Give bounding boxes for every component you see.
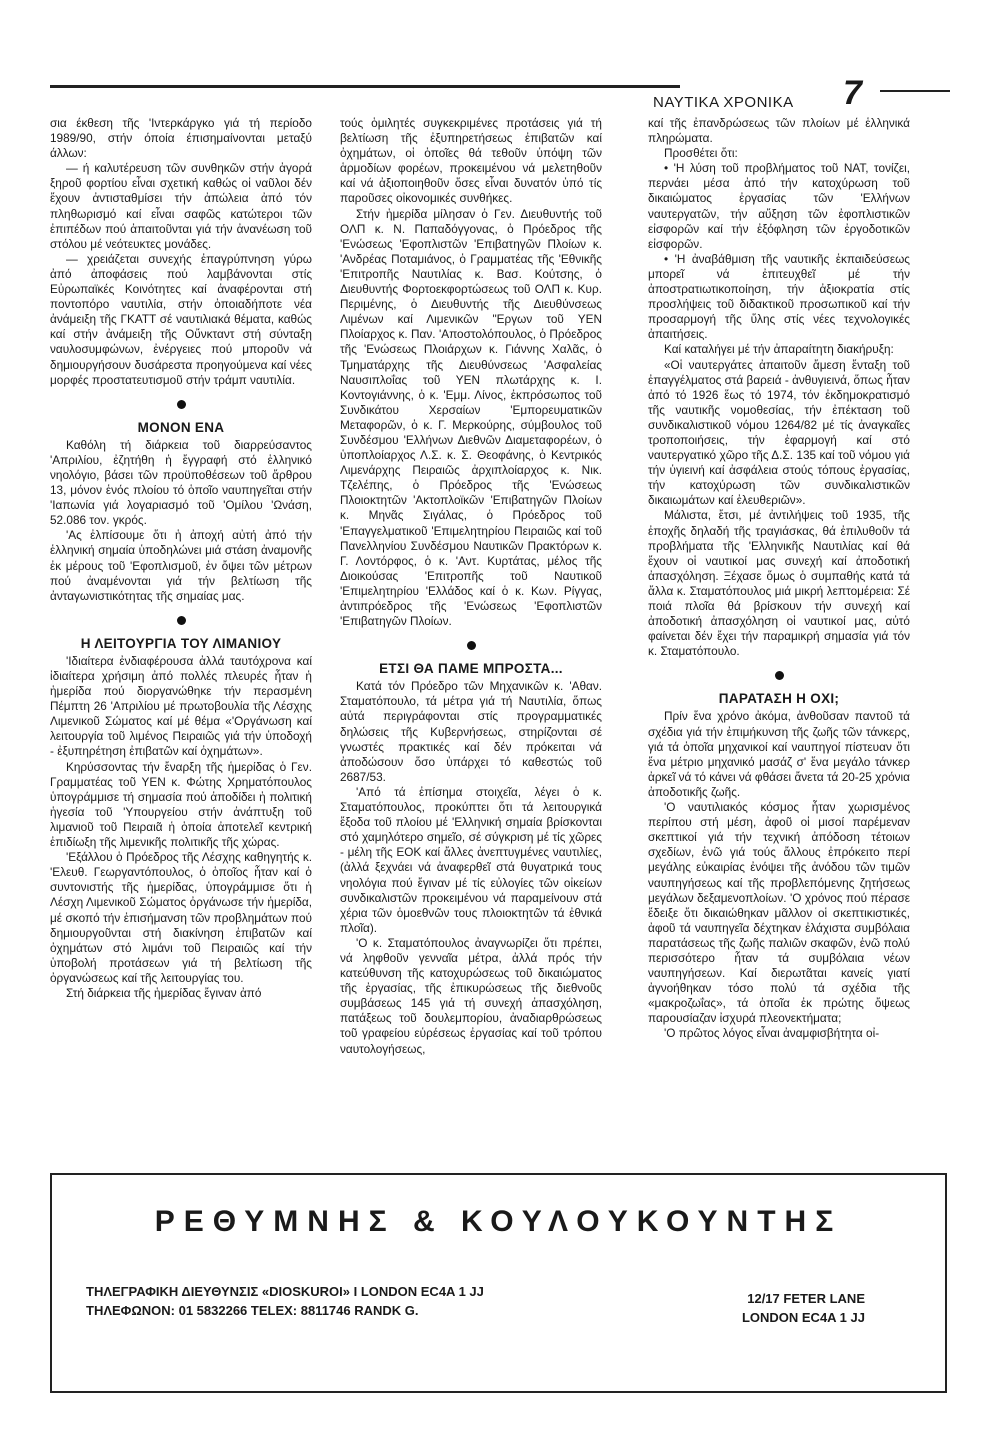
paragraph: — ή καλυτέρευση τῶν συνθηκῶν στήν ἀγορά ξηροῦ φορτίου εἶναι σχετική καθώς οἱ ναῦλοι δέν ἔχουν ἀντισταθμίσει τήν ἀπώλεια ἀπό τόν πληθωρισμό καί εἶναι σαφῶς κατώτεροι τῶν ἐπιπέδων πού ἀπαιτοῦνται γιά τήν ἀνανέωση τοῦ στόλου μέ νεότευκτες μονάδες. <box>50 161 312 251</box>
paragraph: Καί καταλήγει μέ τήν ἀπαραίτητη διακήρυξη: <box>664 342 894 357</box>
paragraph: 'Ιδιαίτερα ἐνδιαφέρουσα ἀλλά ταυτόχρονα καί ἰδιαίτερα χρήσιμη ἀπό πολλές πλευρές ἦταν ἡ ἡμερίδα πού διοργανώθηκε τήν περασμένη Πέμπτη 26 'Απριλίου μέ πρωτοβουλία τῆς Λέσχης Λιμενικοῦ Σώματος καί μέ θέμα «'Οργάνωση καί λειτουργία τοῦ λιμένος Πειραιῶς γιά τήν ὑποδοχή - ἐξυπηρέτηση ἐπιβατῶν καί ὀχημάτων». <box>50 653 312 759</box>
paragraph: Στήν ἡμερίδα μίλησαν ὁ Γεν. Διευθυντής τοῦ ΟΛΠ κ. Ν. Παπαδόγγονας, ὁ Πρόεδρος τῆς 'Ενώσεως 'Εφοπλιστῶν 'Επιβατηγῶν Πλοίων κ. 'Ανδρέας Ποταμιάνος, ὁ Γραμματέας τῆς 'Εθνικῆς 'Επιτροπῆς Ναυτιλίας κ. Βασ. Κούτσης, ὁ Διευθυντής Φορτοεκφορτώσεως τοῦ ΟΛΠ κ. Κυρ. Περιμένης, ὁ Διευθυντής τῆς Διευθύνσεως Λιμένων καί Λιμενικῶν "Εργων τοῦ ΥΕΝ Πλοίαρχος κ. Παν. 'Αποστολόπουλος, ὁ Πρόεδρος τῆς 'Ενώσεως Πλοιάρχων κ. Γιάννης Χαλᾶς, ὁ Τμηματάρχης τῆς Διευθύνσεως 'Ασφαλείας Ναυσιπλοΐας τοῦ ΥΕΝ πλωτάρχης κ. Ι. Κοντογιάννης, ὁ κ. 'Εμμ. Λίνος, ἐκπρόσωπος τοῦ Συνδικάτου Χερσαίων 'Εμπορευματικῶν Μεταφορῶν, ὁ κ. Γ. Μερκούρης, σύμβουλος τοῦ Συνδέσμου 'Ελλήνων Διεθνῶν Διαμεταφορέων, ὁ ὑποπλοίαρχος Λ.Σ. κ. Σ. Θεοφάνης, ὁ Κεντρικός Λιμενάρχης Πειραιῶς ἀρχιπλοίαρχος κ. Νικ. Τζελέπης, ὁ Πρόεδρος τῆς 'Ενώσεως Πλοιοκτητῶν 'Ακτοπλοϊκῶν 'Επιβατηγῶν Πλοίων κ. Μηνᾶς Σιγάλας, ὁ Πρόεδρος τοῦ 'Επαγγελματικοῦ 'Επιμελητηρίου Πειραιῶς καί τοῦ Πανελληνίου Συνδέσμου Ναυτικῶν Πρακτόρων κ. Γ. Λοντόρφος, ὁ κ. 'Αντ. Κυρτάτας, μέλος τῆς Διοικούσας 'Επιτροπῆς τοῦ Ναυτικοῦ 'Επιμελητηρίου 'Ελλάδος καί ὁ κ. Κων. Ρίγγας, ἀντιπρόεδρος τῆς 'Ενώσεως 'Εφοπλιστῶν 'Επιβατηγῶν Πλοίων. <box>340 206 602 629</box>
ad-address-line-2: LONDON EC4A 1 JJ <box>741 1310 865 1325</box>
ad-title: ΡΕΘΥΜΝΗΣ & ΚΟΥΛΟΥΚΟΥΝΤΗΣ <box>154 1205 843 1238</box>
column-1 <box>50 116 312 1001</box>
column-2 <box>340 116 602 1057</box>
paragraph: τούς ὁμιλητές συγκεκριμένες προτάσεις γιά τή βελτίωση τῆς ἐξυπηρετήσεως ἐπιβατῶν καί ὀχημάτων, οἱ ὁποῖες θά τεθοῦν ὑπόψη τῶν ἁρμοδίων φορέων, προκειμένου νά μελετηθοῦν καί νά ἀξιοποιηθοῦν ὅσες εἶναι δυνατόν ὑπό τίς παροῦσες οἰκονομικές συνθήκες. <box>340 116 602 206</box>
paragraph: Καθόλη τή διάρκεια τοῦ διαρρεύσαντος 'Απριλίου, ἐζητήθη ἡ ἔγγραφή στό ἑλληνικό νηολόγιο, βάσει τῶν προϋποθέσεων τοῦ ἄρθρου 13, μόνον ἑνός πλοίου τό ὁποῖο ναυπηγεῖται στήν 'Ιαπωνία γιά λογαριασμό τοῦ 'Ομίλου 'Ωνάση, 52.086 τον. γκρός. <box>50 437 312 528</box>
ad-telegraph-line: ΤΗΛΕΓΡΑΦΙΚΗ ΔΙΕΥΘΥΝΣΙΣ «DIOSKUROI» I LONDON EC4A 1 JJ <box>86 1284 484 1299</box>
ad-address <box>742 1289 865 1327</box>
header-rule <box>50 85 680 88</box>
paragraph: 'Ο κ. Σταματόπουλος ἀναγνωρίζει ὅτι πρέπει, νά ληφθοῦν γενναῖα μέτρα, ἀλλά πρός τήν κατεύθυνση τῆς κατοχυρώσεως τοῦ δικαιώματος τῆς ἐργασίας, τῆς ἐπικυρώσεως τῆς διεθνοῦς συμβάσεως 145 γιά τή συνεχή ἀπασχόληση, πατάξεως τοῦ δουλεμπορίου, ἀναδιαρθρώσεως τοῦ γραφείου εὑρέσεως ἐργασίας καί τοῦ τρόπου ναυτολογήσεως, <box>340 935 602 1056</box>
ad-address-line-1: 12/17 FETER LANE <box>747 1291 865 1306</box>
paragraph: • 'Η ἀναβάθμιση τῆς ναυτικῆς ἐκπαιδεύσεως μπορεῖ νά ἐπιτευχθεῖ μέ τήν ἀποστρατιωτικοποίηση, τήν ἀξιοκρατία στίς προσλήψεις τοῦ διδακτικοῦ προσωπικοῦ καί τήν προσαρμογή τῆς ὕλης στίς νέες τεχνολογικές ἀπαιτήσεις. <box>648 251 910 342</box>
paragraph: Μάλιστα, ἔτσι, μέ ἀντιλήψεις τοῦ 1935, τῆς ἐποχῆς δηλαδή τῆς τραγιάσκας, θά ἐπιλυθοῦν τά προβλήματα τῆς 'Ελληνικῆς Ναυτιλίας καί θά ἔχουν οἱ ναυτικοί μας συνεχή καί ἀποδοτική ἀπασχόληση. Ξέχασε ὅμως ὁ συμπαθής κατά τά ἄλλα κ. Σταματόπουλος μιά μικρή λεπτομέρεια: Σέ ποιά πλοῖα θά βρίσκουν τήν συνεχή καί ἀποδοτική ἀπασχόληση οἱ ναυτικοί μας, αὐτό φαίνεται δέν ἔχει τήν παραμικρή σημασία γιά τόν κ. Σταματόπουλο. <box>648 508 910 659</box>
column-3 <box>648 116 910 1042</box>
paragraph: καί τῆς ἐπανδρώσεως τῶν πλοίων μέ ἑλληνικά πληρώματα. <box>648 116 910 146</box>
page-number: 7 <box>843 74 862 112</box>
section-bullet <box>775 671 784 680</box>
ad-phone-line: ΤΗΛΕΦΩΝΟΝ: 01 5832266 TELEX: 8811746 RANDK G. <box>86 1303 419 1318</box>
section-bullet <box>177 400 186 409</box>
section-heading: ΜΟΝΟΝ ΕΝΑ <box>137 419 225 435</box>
advertisement-box <box>50 1173 947 1393</box>
paragraph: • 'Η λύση τοῦ προβλήματος τοῦ ΝΑΤ, τονίζει, περνάει μέσα ἀπό τήν κατοχύρωση τοῦ δικαιώματος ἐργασίας τῶν 'Ελλήνων ναυτεργατῶν, τήν αὔξηση τῶν ἐφοπλιστικῶν εἰσφορῶν καί τήν ἐξόφληση τῶν ἐργοδοτικῶν εἰσφορῶν. <box>648 161 910 251</box>
paragraph: Στή διάρκεια τῆς ἡμερίδας ἔγιναν ἀπό <box>66 985 262 1000</box>
paragraph: Προσθέτει ὅτι: <box>664 146 738 161</box>
section-heading: ΕΤΣΙ ΘΑ ΠΑΜΕ ΜΠΡΟΣΤΑ... <box>379 661 563 677</box>
paragraph: — χρειάζεται συνεχής ἐπαγρύπνηση γύρω ἀπό ἀποφάσεις πού λαμβάνονται στίς Εὐρωπαϊκές Κοινότητες καί ἀναφέρονται στή ποντοπόρο ναυτιλία, στήν ὁποιαδήποτε νέα ἀνάμειξη τῆς ΓΚΑΤΤ σέ ναυτιλιακά θέματα, καθώς καί στήν ἀνάμειξη τῆς Οὔνκταντ στή σύνταξη ναυλοσυμφώνων, ἐνέργειες πού μποροῦν νά δημιουργήσουν δυσάρεστα προηγούμενα καί νέες μορφές προστατευτισμοῦ στήν τράμπ ναυτιλία. <box>50 251 312 387</box>
publication-title: ΝΑΥΤΙΚΑ ΧΡΟΝΙΚΑ <box>653 94 794 111</box>
paragraph: 'Εξάλλου ὁ Πρόεδρος τῆς Λέσχης καθηγητής κ. 'Ελευθ. Γεωργαντόπουλος, ὁ ὁποῖος ἦταν καί ὁ συντονιστής τῆς ἡμερίδας, ὑπογράμμισε ὅτι ἡ Λέσχη Λιμενικοῦ Σώματος ὀργάνωσε τήν ἡμερίδα, μέ σκοπό τήν ἐπισήμανση τῶν προβλημάτων πού δημιουργοῦνται στή διακίνηση ἐπιβατῶν καί ὀχημάτων στό λιμάνι τοῦ Πειραιῶς καί τήν ὑποβολή προτάσεων γιά τή βελτίωση τῆς ὀργανώσεως καί τῆς λειτουργίας του. <box>50 850 312 985</box>
section-bullet <box>177 616 186 625</box>
header-rule-right <box>880 90 950 92</box>
paragraph: Κατά τόν Πρόεδρο τῶν Μηχανικῶν κ. 'Αθαν. Σταματόπουλο, τά μέτρα γιά τή Ναυτιλία, ὅπως αὐτά περιγράφονται στίς προγραμματικές δηλώσεις τῆς Κυβερνήσεως, στηρίζονται σέ γνωστές πρακτικές καί δέν πρόκειται νά ἀποδώσουν ὅσο ὑπάρχει τό καθεστώς τοῦ 2687/53. <box>340 679 602 784</box>
paragraph: σια έκθεση τῆς 'Ιντερκάργκο γιά τή περίοδο 1989/90, στήν όποία έπισημαίνονται μεταξύ άλλων: <box>50 116 312 161</box>
section-bullet <box>467 641 476 650</box>
paragraph: Κηρύσσοντας τήν ἔναρξη τῆς ἡμερίδας ὁ Γεν. Γραμματέας τοῦ ΥΕΝ κ. Φώτης Χρηματόπουλος ὑπογράμμισε τή σημασία πού ἀποδίδει ἡ πολιτική ἡγεσία τοῦ 'Υπουργείου στήν ἀνάπτυξη τοῦ λιμανιοῦ τοῦ Πειραιᾶ ἡ ὁποία ἀποτελεῖ κεντρική ἐπιδίωξη τῆς λιμενικῆς πολιτικῆς τῆς χώρας. <box>50 759 312 850</box>
paragraph: 'Ο ναυτιλιακός κόσμος ἦταν χωρισμένος περίπου στή μέση, ἀφοῦ οἱ μισοί παρέμεναν σκεπτικοί γιά τήν τεχνική ἀπόδοση τέτοιων σχεδίων, ἐνῶ γιά τούς ἄλλους ἐπρόκειτο περί μεγάλης εὐκαιρίας ἐνόψει τῆς ἀνόδου τῶν τιμῶν ναυπηγήσεως καί τῆς προβλεπόμενης ζητήσεως μεγάλων δεξαμενοπλοίων. 'Ο χρόνος πού πέρασε ἔδειξε ὅτι δικαιώθηκαν μᾶλλον οἱ σκεπτικιστικές, ἀφοῦ τά ναυπηγεῖα δέχτηκαν ἐλάχιστα συμβόλαια παρατάσεως τῆς ζωῆς παλιῶν σκαφῶν, ἐνῶ πολύ περισσότερο ἦταν τά συμβόλαια νέων ναυπηγήσεων. Καί διερωτᾶται κανείς γιατί ἀγνοήθηκαν τόσο πολύ τά σχέδια τῆς «μακροζωΐας», τά ὁποῖα ἐκ πρώτης ὄψεως παρουσίαζαν ἰσχυρά πλεονεκτήματα; <box>648 800 910 1026</box>
paragraph: 'Ας ἐλπίσουμε ὅτι ἡ ἀποχή αὐτή ἀπό τήν ἑλληνική σημαία ὑποδηλώνει μιά στάση ἀναμονῆς ἐκ μέρους τοῦ 'Εφοπλισμοῦ, ἐν ὄψει τῶν μέτρων πού ἀναμένονται γιά τήν βελτίωση τῆς ἀνταγωνιστικότητας τῆς σημαίας μας. <box>50 528 312 603</box>
paragraph: «Οἱ ναυτεργάτες ἀπαιτοῦν ἄμεση ἔνταξη τοῦ ἐπαγγέλματος στά βαρειά - ἀνθυγιεινά, ὅπως ἦταν ἀπό τό 1926 ἕως τό 1974, τόν ἐκδημοκρατισμό τῆς ναυτικῆς νομοθεσίας, τήν ἐπέκταση τοῦ συνδικαλιστικοῦ νόμου 1264/82 μέ τίς ἀναγκαῖες τροποποιήσεις, τήν ἐφαρμογή καί στό ναυτεργατικό χῶρο τῆς Δ.Σ. 135 καί τοῦ νόμου γιά τήν ὑγιεινή καί ἀσφάλεια στούς τόπους ἐργασίας, τήν κατοχύρωση τῶν συνδικαλιστικῶν δικαιωμάτων καί ἐλευθεριῶν». <box>648 357 910 508</box>
section-heading: ΠΑΡΑΤΑΣΗ Η ΟΧΙ; <box>718 691 840 707</box>
paragraph: Πρίν ἕνα χρόνο ἀκόμα, ἀνθοῦσαν παντοῦ τά σχέδια γιά τήν ἐπιμήκυνση τῆς ζωῆς τῶν τάνκερς, γιά τά ὁποῖα μηχανικοί καί ναυπηγοί πίστευαν ὅτι ἕνα μέτριο μηχανικό μασάζ σ' ἕνα μεγάλο τάνκερ ἀρκεῖ νά τό κάνει νά φθάσει ἄνετα τά 20-25 χρόνια ἀποδοτικῆς ζωῆς. <box>648 709 910 799</box>
section-heading: Η ΛΕΙΤΟΥΡΓΙΑ ΤΟΥ ΛΙΜΑΝΙΟΥ <box>80 635 282 651</box>
paragraph: 'Ο πρῶτος λόγος εἶναι ἀναμφισβήτητα οἰ- <box>664 1026 880 1041</box>
paragraph: 'Από τά ἐπίσημα στοιχεῖα, λέγει ὁ κ. Σταματόπουλος, προκύπτει ὅτι τά λειτουργικά ἔξοδα τοῦ πλοίου μέ 'Ελληνική σημαία βρίσκονται στό χαμηλότερο σημεῖο, σέ σύγκριση μέ τίς χῶρες - μέλη τῆς ΕΟΚ καί ἄλλες ἀνεπτυγμένες ναυτιλίες, (ἀλλά ξεχνάει νά ἀναφερθεῖ στά θυγατρικά τους νηολόγια πού ἔγιναν μέ τίς εὐλογίες τῶν οἰκείων συνδικαλιστῶν προκειμένου νά παραμείνουν στά χέρια τῶν ὁμοεθνῶν τους πλοιοκτητῶν τά ἐθνικά πλοῖα). <box>340 784 602 935</box>
ad-contact <box>86 1282 484 1320</box>
